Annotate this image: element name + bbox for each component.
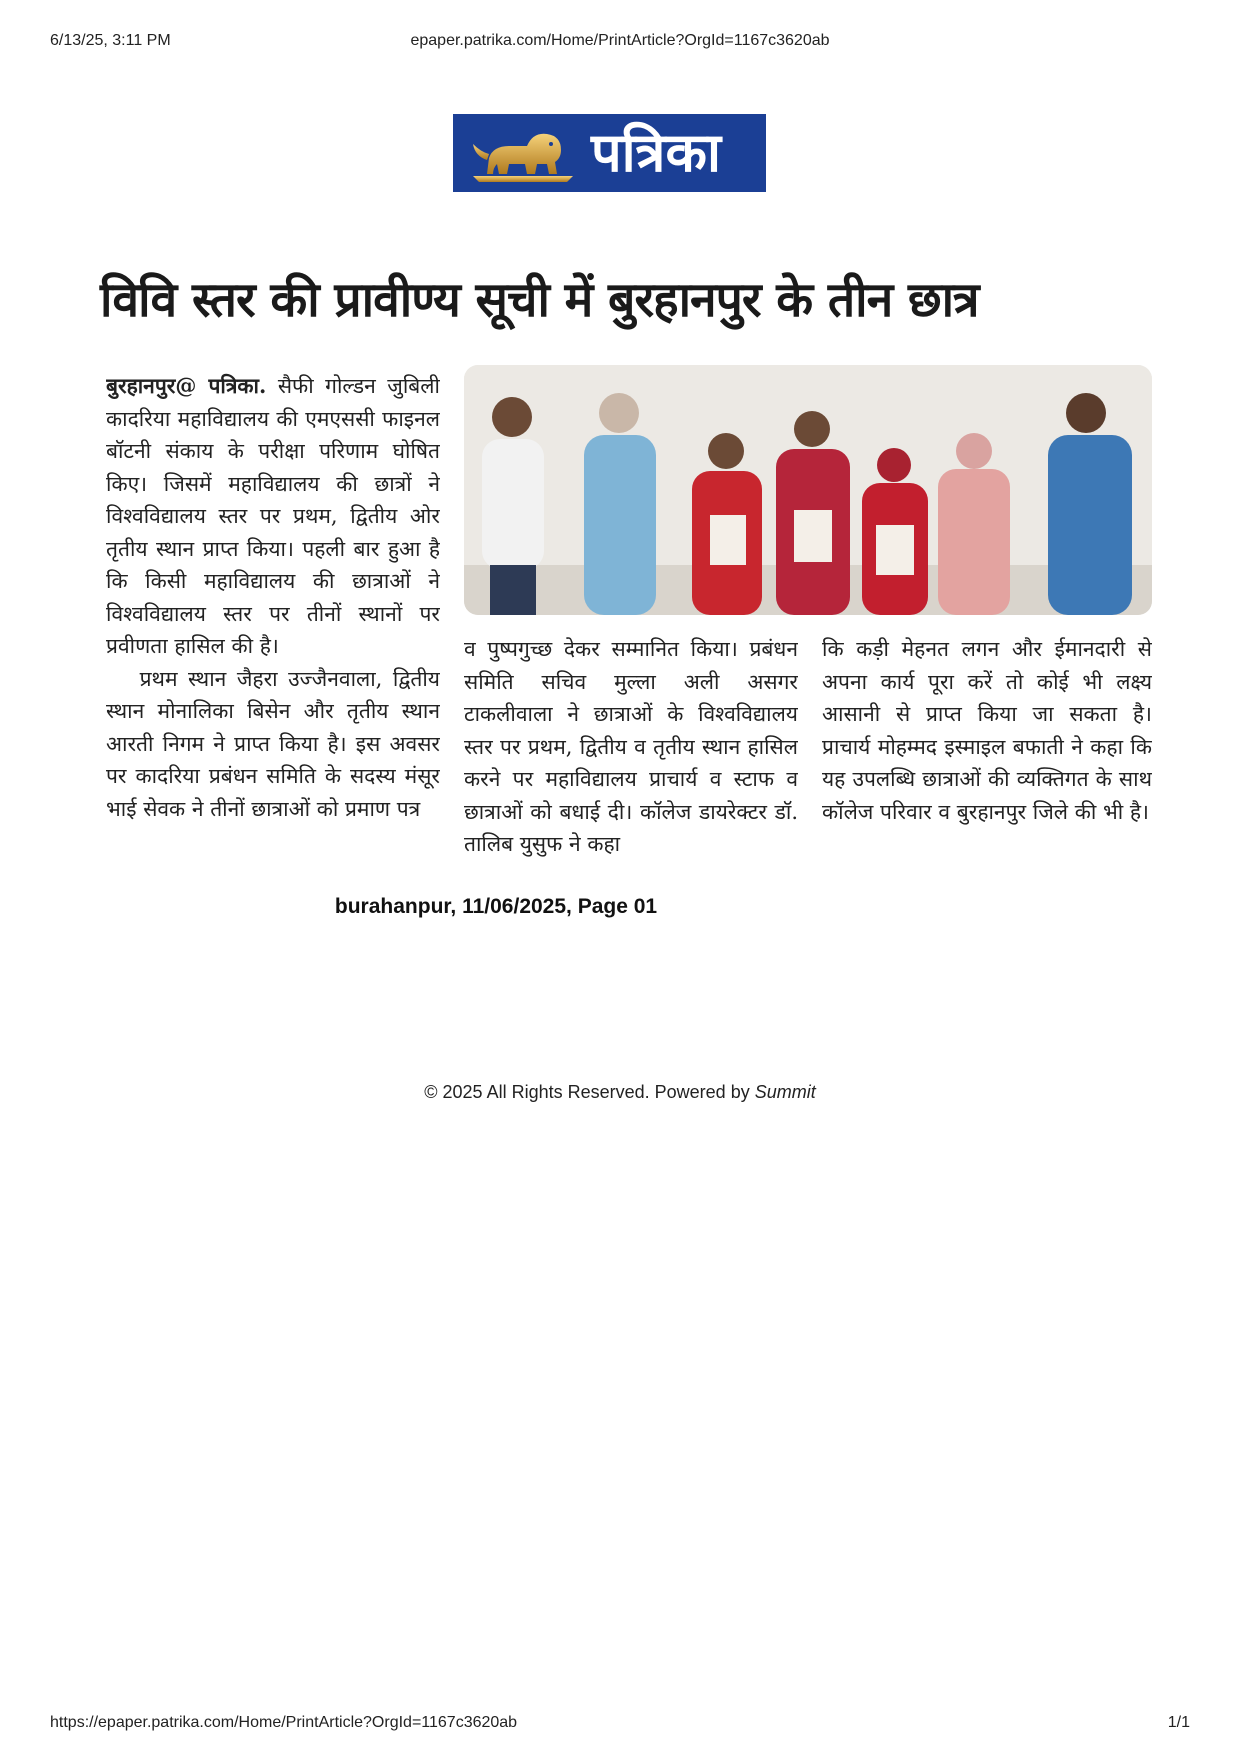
group-photo-illustration <box>464 365 1152 615</box>
masthead-title: पत्रिका <box>591 121 721 184</box>
article-paragraph: कि कड़ी मेहनत लगन और ईमानदारी से अपना कार्य पूरा करें तो कोई भी लक्ष्य आसानी से प्राप्त किया जा सकता है। प्राचार्य मोहम्मद इस्माइल बफाती ने कहा कि यह उपलब्धि छात्राओं की व्यक्तिगत के साथ कॉलेज परिवार व बुरहानपुर जिले की भी है। <box>822 637 1152 824</box>
article-paragraph: व पुष्पगुच्छ देकर सम्मानित किया। प्रबंधन समिति सचिव मुल्ला अली असगर टाकलीवाला ने छात्राओं के विश्वविद्यालय स्तर पर प्रथम, द्वितीय व तृतीय स्थान हासिल करने पर महाविद्यालय प्राचार्य व स्टाफ व छात्राओं को बधाई दी। कॉलेज डायरेक्टर डॉ. तालिब युसुफ ने कहा <box>464 637 798 856</box>
lion-emblem-icon <box>463 122 583 184</box>
print-page-number: 1/1 <box>1167 1714 1190 1731</box>
copyright-notice <box>0 1082 1240 1103</box>
article-photo <box>464 365 1152 615</box>
print-header <box>50 32 1190 54</box>
article-clipping <box>100 250 1152 918</box>
newspaper-masthead <box>453 114 766 192</box>
copyright-text: © 2025 All Rights Reserved. Powered by <box>424 1082 755 1102</box>
article-paragraph: प्रथम स्थान जैहरा उज्जैनवाला, द्वितीय स्थान मोनालिका बिसेन और तृतीय स्थान आरती निगम ने प्राप्त किया है। इस अवसर पर कादरिया प्रबंधन समिति के सदस्य मंसूर भाई सेवक ने तीनों छात्राओं को प्रमाण पत्र <box>106 666 440 821</box>
article-paragraph: सैफी गोल्डन जुबिली कादरिया महाविद्यालय की एमएससी फाइनल बॉटनी संकाय के परीक्षा परिणाम घोषित किए। जिसमें महाविद्यालय की छात्रों ने विश्वविद्यालय स्तर पर प्रथम, द्वितीय ओर तृतीय स्थान प्राप्त किया। पहली बार हुआ है कि किसी महाविद्यालय की छात्राओं ने विश्वविद्यालय स्तर पर तीनों स्थानों पर प्रवीणता हासिल की है। <box>106 374 440 658</box>
page-caption <box>100 895 1152 919</box>
copyright-brand: Summit <box>754 1082 816 1102</box>
article-dateline: बुरहानपुर@ पत्रिका. <box>106 373 267 398</box>
page-caption-text: burahanpur, 11/06/2025, Page 01 <box>334 895 658 918</box>
print-footer-url: https://epaper.patrika.com/Home/PrintArticle?OrgId=1167c3620ab <box>50 1714 518 1731</box>
print-footer <box>50 1714 1190 1736</box>
article-column-1 <box>106 370 440 890</box>
article-headline: विवि स्तर की प्रावीण्य सूची में बुरहानपुर के तीन छात्र <box>100 272 979 328</box>
print-header-url: epaper.patrika.com/Home/PrintArticle?OrgId=1167c3620ab <box>410 32 830 49</box>
article-column-2 <box>464 633 798 893</box>
article-column-3 <box>822 633 1152 893</box>
print-datetime: 6/13/25, 3:11 PM <box>50 32 171 49</box>
